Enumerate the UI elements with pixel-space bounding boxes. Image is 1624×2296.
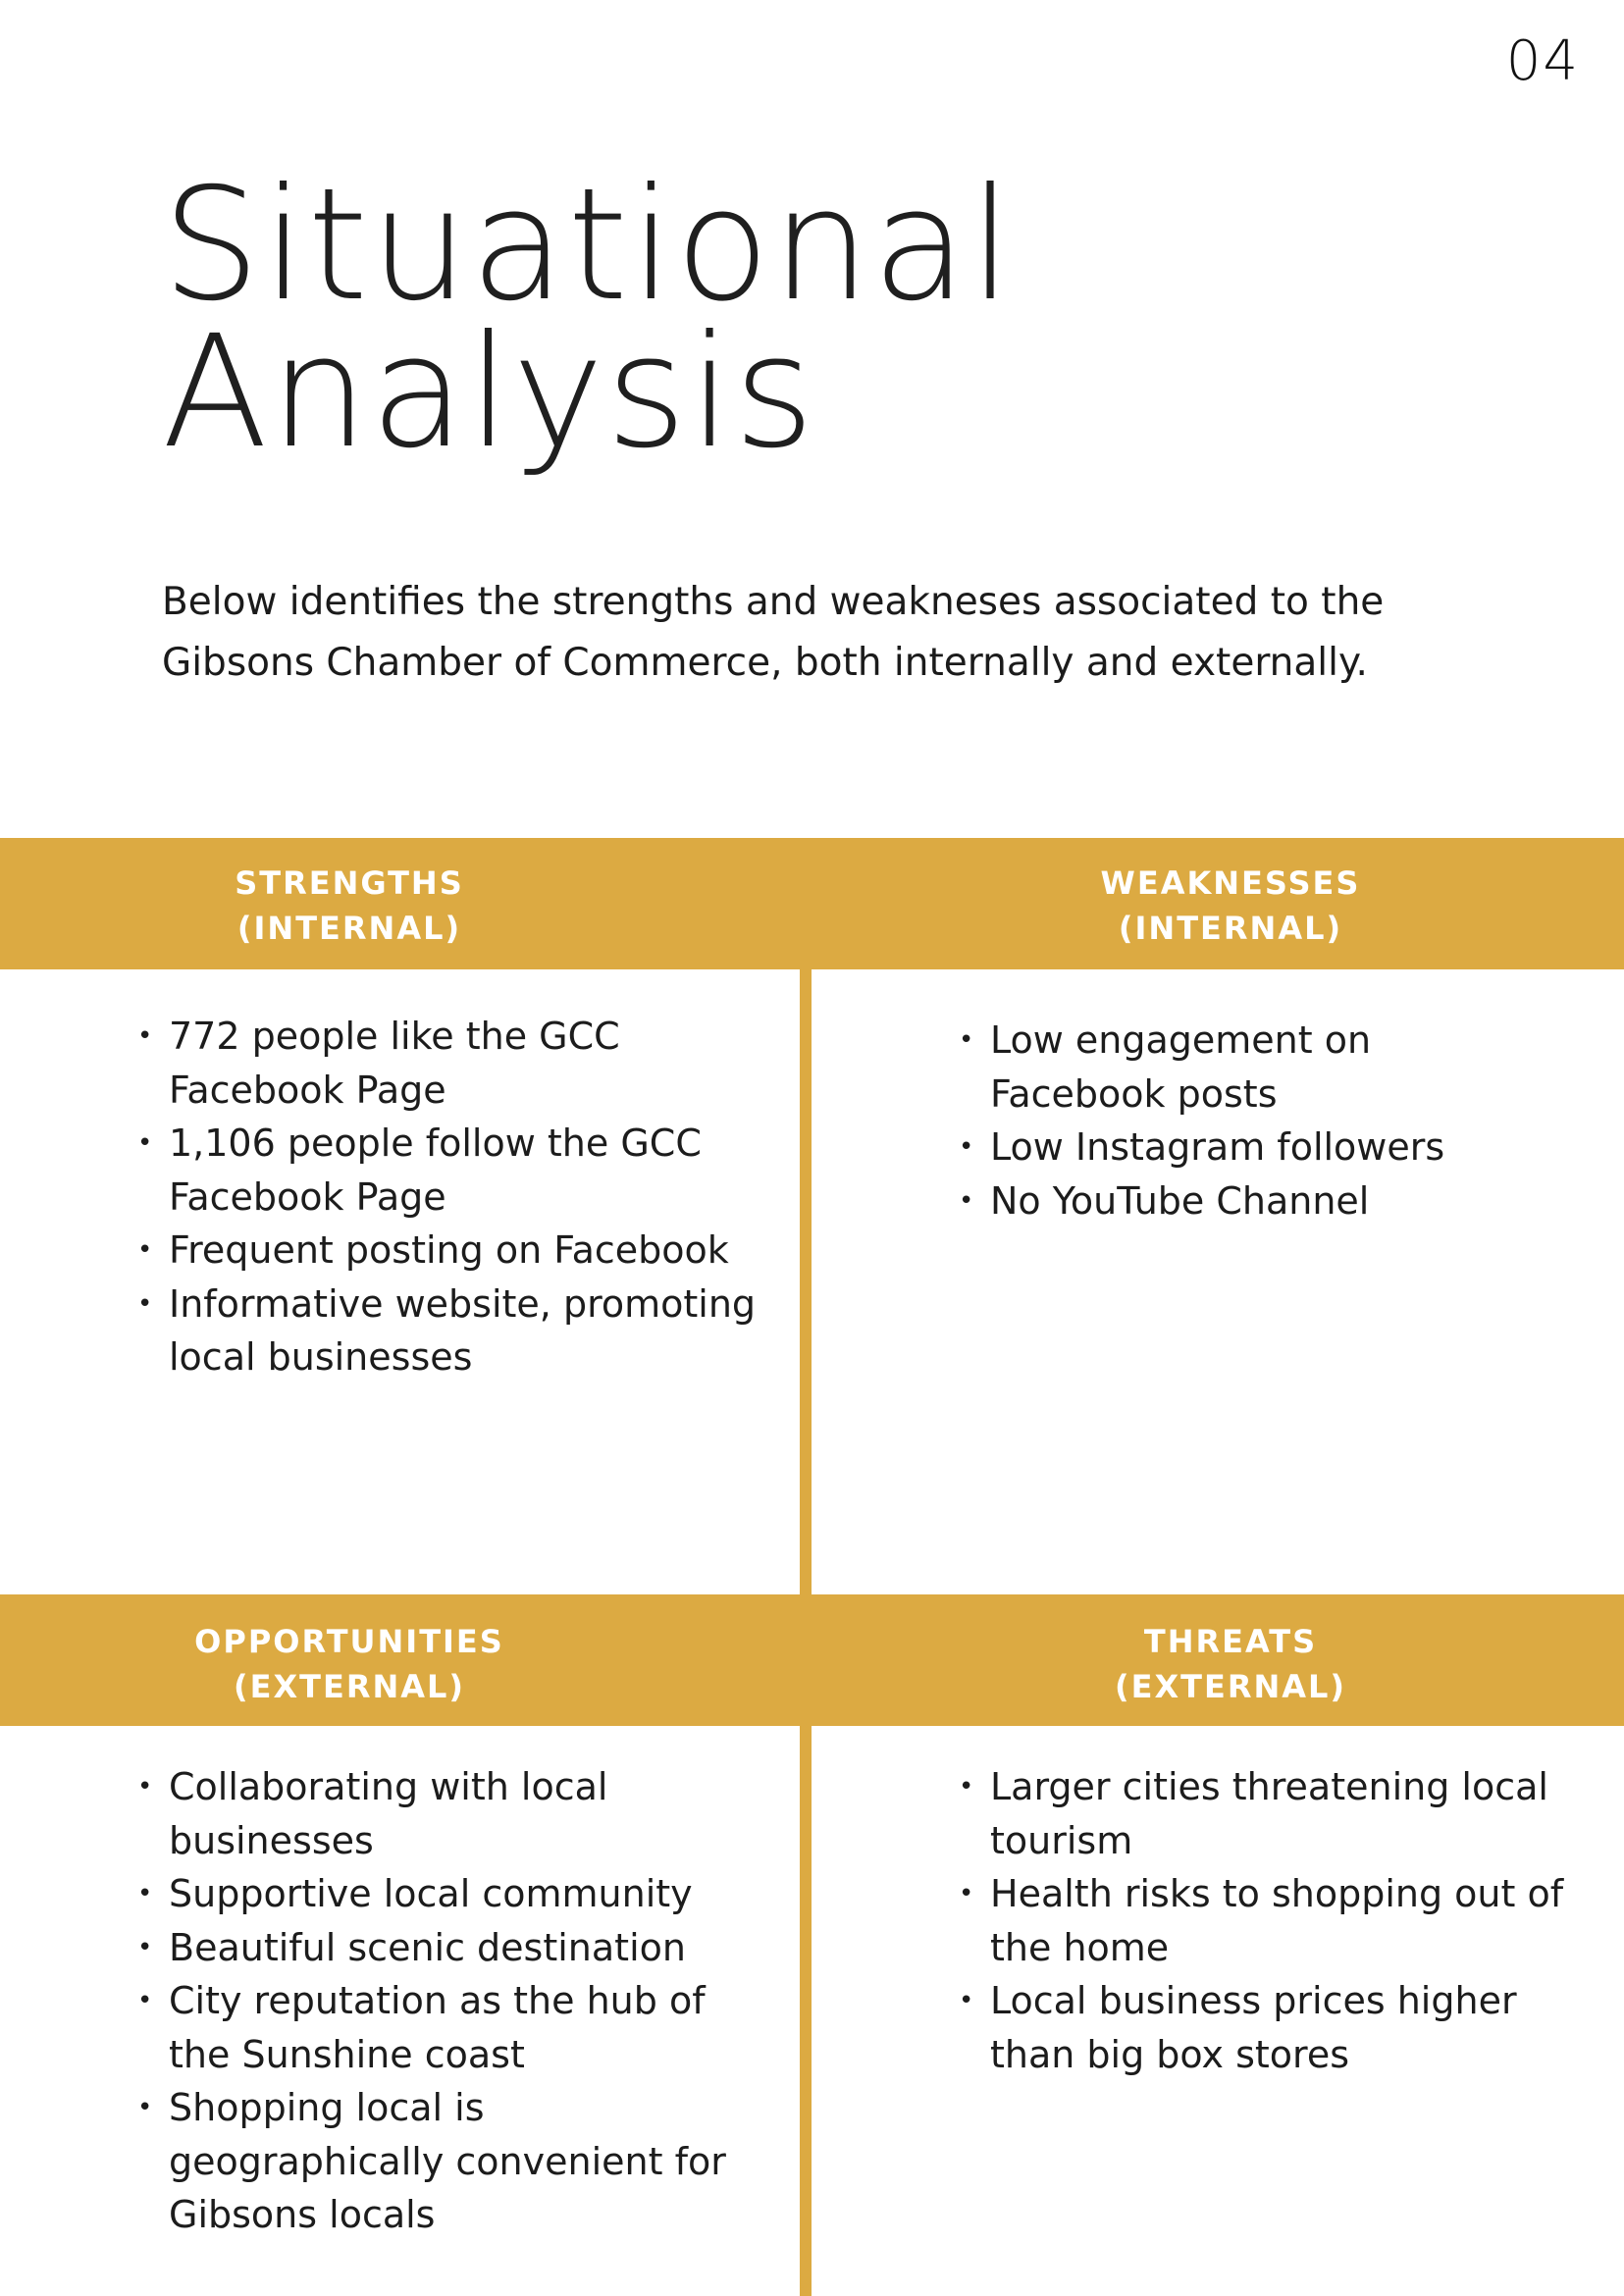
list-item: • Low Instagram followers [990,1121,1540,1174]
list-item: • Low engagement on Facebook posts [990,1014,1540,1121]
list-item: • 1,106 people follow the GCC Facebook Page [169,1117,758,1224]
list-item: • Local business prices higher than big box stores [990,1974,1569,2081]
threats-subtitle: (EXTERNAL) [1114,1668,1347,1705]
list-item: • No YouTube Channel [990,1174,1540,1228]
page-title-line-2: Analysis [162,302,816,483]
list-item: • Beautiful scenic destination [169,1921,758,1975]
strengths-title: STRENGTHS [235,864,464,902]
list-item: • Larger cities threatening local tourism [990,1760,1569,1867]
weaknesses-title: WEAKNESSES [1100,864,1361,902]
threats-title: THREATS [1143,1623,1318,1660]
column-divider-top [800,966,812,1596]
opportunities-heading [0,1619,699,1709]
threats-list [990,1760,1569,2081]
page-title [162,155,1015,483]
weaknesses-heading [812,861,1624,951]
strengths-list [169,1010,758,1384]
list-item: • Supportive local community [169,1867,758,1921]
weaknesses-subtitle: (INTERNAL) [1118,910,1343,947]
page-title-line-1: Situational [162,155,1015,336]
list-item: • City reputation as the hub of the Sunshine coast [169,1974,758,2081]
list-item: • Shopping local is geographically convenient for Gibsons locals [169,2081,758,2242]
list-item: • Informative website, promoting local businesses [169,1278,758,1384]
list-item: • 772 people like the GCC Facebook Page [169,1010,758,1117]
list-item: • Collaborating with local businesses [169,1760,758,1867]
weaknesses-list [990,1014,1540,1227]
strengths-heading [0,861,699,951]
page-number: 04 [1505,29,1580,93]
opportunities-subtitle: (EXTERNAL) [233,1668,466,1705]
opportunities-list [169,1760,758,2242]
column-divider-bottom [800,1725,812,2296]
list-item: • Health risks to shopping out of the home [990,1867,1569,1974]
threats-heading [812,1619,1624,1709]
list-item: • Frequent posting on Facebook [169,1224,758,1278]
strengths-subtitle: (INTERNAL) [236,910,462,947]
opportunities-title: OPPORTUNITIES [194,1623,504,1660]
intro-paragraph: Below identifies the strengths and weakneses associated to the Gibsons Chamber of Commerce, both internally and externally. [162,580,1385,685]
